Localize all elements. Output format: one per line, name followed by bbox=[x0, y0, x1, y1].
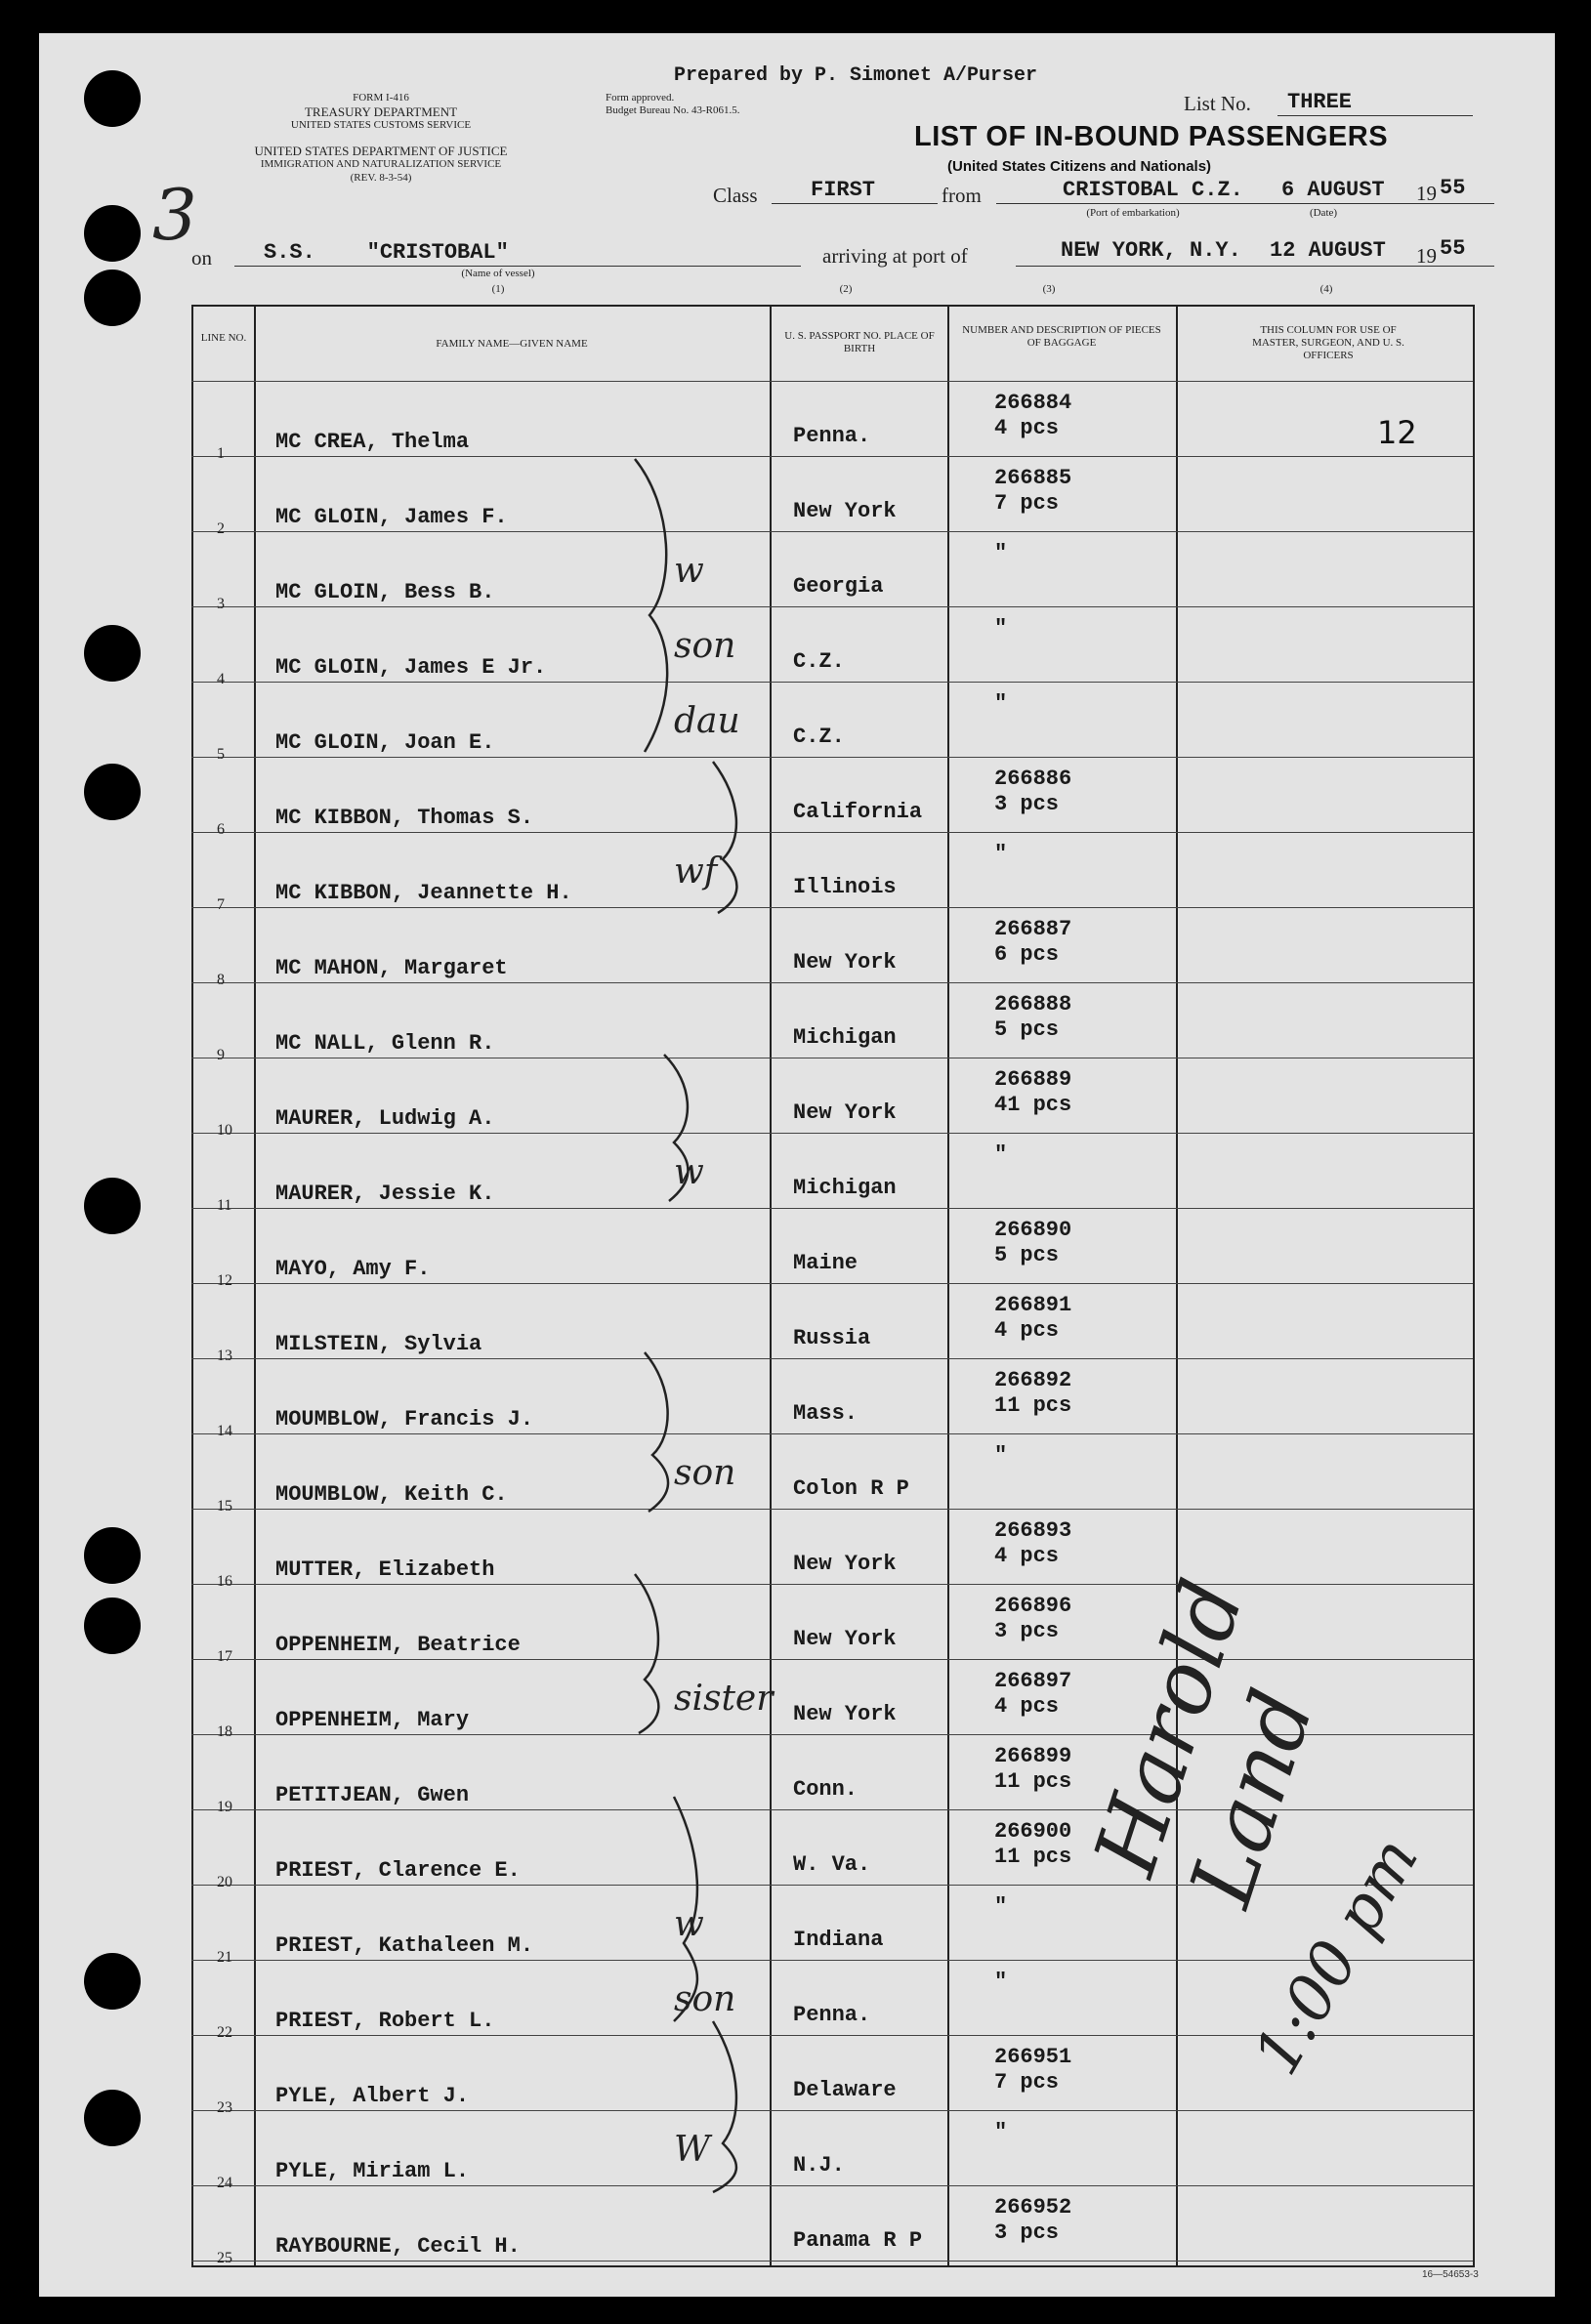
passenger-name: MC CREA, Thelma bbox=[275, 430, 470, 454]
list-no-label: List No. bbox=[1184, 92, 1251, 115]
line-number: 25 bbox=[217, 2250, 232, 2266]
place-of-birth: C.Z. bbox=[793, 725, 845, 749]
budget-bureau: Budget Bureau No. 43-R061.5. bbox=[606, 104, 740, 116]
place-of-birth: New York bbox=[793, 950, 897, 975]
vessel-caption: (Name of vessel) bbox=[461, 268, 535, 279]
embark-year: 55 bbox=[1440, 176, 1466, 200]
relationship-note: dau bbox=[674, 701, 740, 741]
relationship-note: son bbox=[674, 1453, 736, 1493]
line-number: 6 bbox=[217, 821, 225, 838]
place-of-birth: W. Va. bbox=[793, 1852, 871, 1877]
baggage-pieces: 3 pcs bbox=[994, 792, 1060, 816]
port-embark-caption: (Port of embarkation) bbox=[1086, 207, 1180, 219]
date-caption: (Date) bbox=[1309, 207, 1338, 219]
signature-time: 1:00 pm bbox=[1240, 1825, 1433, 2087]
line-number: 18 bbox=[217, 1723, 232, 1740]
line-number: 12 bbox=[217, 1272, 232, 1289]
place-of-birth: C.Z. bbox=[793, 649, 845, 674]
baggage-number: " bbox=[994, 1443, 1008, 1468]
line-number: 11 bbox=[217, 1197, 232, 1214]
baggage-pieces: 7 pcs bbox=[994, 2070, 1060, 2095]
place-of-birth: California bbox=[793, 800, 923, 824]
passenger-name: MC NALL, Glenn R. bbox=[275, 1031, 495, 1056]
vessel-name: S.S. "CRISTOBAL" bbox=[264, 240, 509, 265]
place-of-birth: Michigan bbox=[793, 1025, 897, 1050]
passenger-name: MILSTEIN, Sylvia bbox=[275, 1332, 482, 1356]
officer-note: 12 bbox=[1377, 414, 1417, 451]
line-number: 23 bbox=[217, 2099, 232, 2116]
customs-service: UNITED STATES CUSTOMS SERVICE bbox=[290, 119, 472, 131]
baggage-number: 266899 bbox=[994, 1744, 1072, 1768]
baggage-pieces: 7 pcs bbox=[994, 491, 1060, 516]
place-of-birth: Colon R P bbox=[793, 1476, 909, 1501]
passenger-name: MC GLOIN, Bess B. bbox=[275, 580, 495, 604]
baggage-number: 266897 bbox=[994, 1669, 1072, 1693]
baggage-number: 266884 bbox=[994, 391, 1072, 415]
passenger-name: MC GLOIN, James E Jr. bbox=[275, 655, 547, 680]
place-of-birth: Indiana bbox=[793, 1928, 884, 1952]
port-embarkation: CRISTOBAL C.Z. bbox=[1063, 178, 1243, 202]
baggage-number: " bbox=[994, 1142, 1008, 1167]
class-value: FIRST bbox=[811, 178, 876, 202]
on-label: on bbox=[191, 246, 212, 270]
relationship-note: son bbox=[674, 626, 736, 666]
baggage-number: " bbox=[994, 842, 1008, 866]
family-bracket bbox=[713, 2021, 736, 2192]
baggage-number: " bbox=[994, 2120, 1008, 2144]
passenger-name: PRIEST, Kathaleen M. bbox=[275, 1933, 534, 1958]
place-of-birth: Georgia bbox=[793, 574, 884, 599]
arrival-port: NEW YORK, N.Y. bbox=[1061, 238, 1241, 263]
baggage-number: " bbox=[994, 616, 1008, 641]
passenger-name: MAURER, Ludwig A. bbox=[275, 1106, 495, 1131]
col-header-officers: THIS COLUMN FOR USE OF MASTER, SURGEON, AND U. S. OFFICERS bbox=[1252, 324, 1404, 361]
line-number: 16 bbox=[217, 1573, 232, 1590]
baggage-number: 266887 bbox=[994, 917, 1072, 941]
baggage-number: 266890 bbox=[994, 1218, 1072, 1242]
line-number: 5 bbox=[217, 746, 225, 763]
col-header-name: FAMILY NAME—GIVEN NAME bbox=[436, 338, 588, 350]
place-of-birth: New York bbox=[793, 1702, 897, 1726]
passenger-name: MOUMBLOW, Keith C. bbox=[275, 1482, 508, 1507]
place-of-birth: Russia bbox=[793, 1326, 871, 1350]
family-bracket bbox=[635, 459, 667, 752]
baggage-number: 266896 bbox=[994, 1594, 1072, 1618]
passenger-name: MOUMBLOW, Francis J. bbox=[275, 1407, 534, 1432]
from-label: from bbox=[942, 184, 982, 207]
line-number: 17 bbox=[217, 1648, 232, 1665]
relationship-note: son bbox=[674, 1979, 736, 2019]
place-of-birth: Panama R P bbox=[793, 2228, 923, 2253]
relationship-note: w bbox=[674, 1152, 704, 1192]
family-bracket bbox=[645, 1352, 668, 1512]
baggage-number: 266952 bbox=[994, 2195, 1072, 2220]
relationship-note: wf bbox=[674, 851, 718, 892]
baggage-number: " bbox=[994, 1894, 1008, 1919]
line-number: 10 bbox=[217, 1122, 232, 1139]
place-of-birth: Penna. bbox=[793, 2003, 871, 2027]
line-number: 1 bbox=[217, 445, 225, 462]
passenger-name: MC GLOIN, Joan E. bbox=[275, 730, 495, 755]
passenger-name: MC MAHON, Margaret bbox=[275, 956, 508, 980]
baggage-pieces: 11 pcs bbox=[994, 1845, 1072, 1869]
col-num-3: (3) bbox=[1042, 283, 1056, 295]
baggage-pieces: 5 pcs bbox=[994, 1017, 1060, 1042]
line-number: 22 bbox=[217, 2024, 232, 2041]
arriving-label: arriving at port of bbox=[822, 244, 968, 268]
family-bracket bbox=[713, 762, 736, 913]
dept-justice: UNITED STATES DEPARTMENT OF JUSTICE bbox=[254, 144, 508, 158]
passenger-name: OPPENHEIM, Beatrice bbox=[275, 1633, 521, 1657]
place-of-birth: N.J. bbox=[793, 2153, 845, 2178]
baggage-pieces: 5 pcs bbox=[994, 1243, 1060, 1267]
list-no-value: THREE bbox=[1287, 90, 1353, 114]
passenger-name: RAYBOURNE, Cecil H. bbox=[275, 2234, 521, 2259]
arrival-date: 12 AUGUST bbox=[1270, 238, 1386, 263]
embark-date: 6 AUGUST bbox=[1281, 178, 1385, 202]
line-number: 7 bbox=[217, 896, 225, 913]
col-num-2: (2) bbox=[839, 283, 853, 295]
place-of-birth: Mass. bbox=[793, 1401, 858, 1426]
baggage-number: " bbox=[994, 541, 1008, 565]
baggage-number: 266900 bbox=[994, 1819, 1072, 1844]
col-header-passport: U. S. PASSPORT NO. PLACE OF BIRTH bbox=[784, 330, 935, 354]
line-number: 4 bbox=[217, 671, 225, 687]
place-of-birth: Penna. bbox=[793, 424, 871, 448]
baggage-number: " bbox=[994, 691, 1008, 716]
margin-mark: 3 bbox=[152, 174, 197, 256]
relationship-note: W bbox=[674, 2130, 711, 2170]
form-title: LIST OF IN-BOUND PASSENGERS bbox=[914, 121, 1389, 152]
line-number: 14 bbox=[217, 1423, 232, 1439]
preparer-line: Prepared by P. Simonet A/Purser bbox=[674, 64, 1038, 87]
place-of-birth: New York bbox=[793, 1627, 897, 1651]
col-num-1: (1) bbox=[491, 283, 505, 295]
arrival-year: 55 bbox=[1440, 236, 1466, 261]
form-number: FORM I-416 bbox=[353, 92, 409, 104]
place-of-birth: Illinois bbox=[793, 875, 897, 899]
passenger-name: PRIEST, Clarence E. bbox=[275, 1858, 521, 1883]
form-approved: Form approved. bbox=[606, 92, 675, 104]
line-number: 2 bbox=[217, 520, 225, 537]
passenger-name: PRIEST, Robert L. bbox=[275, 2009, 495, 2033]
family-bracket bbox=[674, 1797, 697, 2021]
relationship-note: sister bbox=[674, 1679, 774, 1719]
baggage-pieces: 11 pcs bbox=[994, 1393, 1072, 1418]
baggage-pieces: 4 pcs bbox=[994, 1318, 1060, 1343]
family-bracket bbox=[664, 1055, 688, 1201]
line-number: 20 bbox=[217, 1874, 232, 1890]
class-label: Class bbox=[713, 184, 758, 207]
baggage-number: 266951 bbox=[994, 2045, 1072, 2069]
place-of-birth: New York bbox=[793, 499, 897, 523]
relationship-note: w bbox=[674, 1904, 704, 1944]
form-revision: (REV. 8-3-54) bbox=[350, 172, 412, 184]
passenger-name: MC KIBBON, Thomas S. bbox=[275, 806, 534, 830]
baggage-number: " bbox=[994, 1970, 1008, 1994]
line-number: 3 bbox=[217, 596, 225, 612]
passenger-name: PETITJEAN, Gwen bbox=[275, 1783, 470, 1807]
baggage-number: 266891 bbox=[994, 1293, 1072, 1317]
baggage-number: 266886 bbox=[994, 767, 1072, 791]
baggage-number: 266893 bbox=[994, 1518, 1072, 1543]
baggage-number: 266889 bbox=[994, 1067, 1072, 1092]
passenger-name: MC KIBBON, Jeannette H. bbox=[275, 881, 572, 905]
embark-year-prefix: 19 bbox=[1416, 182, 1437, 205]
baggage-pieces: 6 pcs bbox=[994, 942, 1060, 967]
passenger-name: PYLE, Miriam L. bbox=[275, 2159, 470, 2183]
baggage-pieces: 41 pcs bbox=[994, 1093, 1072, 1117]
place-of-birth: New York bbox=[793, 1552, 897, 1576]
dept-treasury: TREASURY DEPARTMENT bbox=[304, 104, 458, 119]
place-of-birth: New York bbox=[793, 1100, 897, 1125]
line-number: 24 bbox=[217, 2175, 232, 2191]
family-bracket bbox=[635, 1574, 658, 1733]
passenger-name: OPPENHEIM, Mary bbox=[275, 1708, 470, 1732]
line-number: 9 bbox=[217, 1047, 225, 1063]
line-number: 13 bbox=[217, 1348, 232, 1364]
baggage-number: 266888 bbox=[994, 992, 1072, 1017]
place-of-birth: Delaware bbox=[793, 2078, 897, 2102]
baggage-number: 266892 bbox=[994, 1368, 1072, 1392]
line-number: 8 bbox=[217, 972, 225, 988]
passenger-name: MAURER, Jessie K. bbox=[275, 1182, 495, 1206]
baggage-pieces: 4 pcs bbox=[994, 1694, 1060, 1719]
line-number: 19 bbox=[217, 1799, 232, 1815]
baggage-pieces: 4 pcs bbox=[994, 416, 1060, 440]
place-of-birth: Maine bbox=[793, 1251, 858, 1275]
place-of-birth: Conn. bbox=[793, 1777, 858, 1802]
baggage-pieces: 11 pcs bbox=[994, 1769, 1072, 1794]
passenger-name: PYLE, Albert J. bbox=[275, 2084, 470, 2108]
col-num-4: (4) bbox=[1319, 283, 1333, 295]
baggage-number: 266885 bbox=[994, 466, 1072, 490]
form-subtitle: (United States Citizens and Nationals) bbox=[947, 158, 1212, 175]
arrival-year-prefix: 19 bbox=[1416, 244, 1437, 268]
baggage-pieces: 4 pcs bbox=[994, 1544, 1060, 1568]
line-number: 21 bbox=[217, 1949, 232, 1966]
baggage-pieces: 3 pcs bbox=[994, 2220, 1060, 2245]
baggage-pieces: 3 pcs bbox=[994, 1619, 1060, 1643]
ins: IMMIGRATION AND NATURALIZATION SERVICE bbox=[260, 158, 502, 170]
place-of-birth: Michigan bbox=[793, 1176, 897, 1200]
passenger-name: MUTTER, Elizabeth bbox=[275, 1557, 495, 1582]
footer-code: 16—54653-3 bbox=[1422, 2269, 1479, 2280]
col-header-baggage: NUMBER AND DESCRIPTION OF PIECES OF BAGGAGE bbox=[962, 324, 1161, 349]
line-number: 15 bbox=[217, 1498, 232, 1515]
passenger-name: MC GLOIN, James F. bbox=[275, 505, 508, 529]
relationship-note: w bbox=[674, 551, 704, 591]
officer-signature: Harold Land bbox=[1074, 1568, 1334, 1918]
passenger-name: MAYO, Amy F. bbox=[275, 1257, 431, 1281]
col-header-line: LINE NO. bbox=[200, 332, 247, 344]
